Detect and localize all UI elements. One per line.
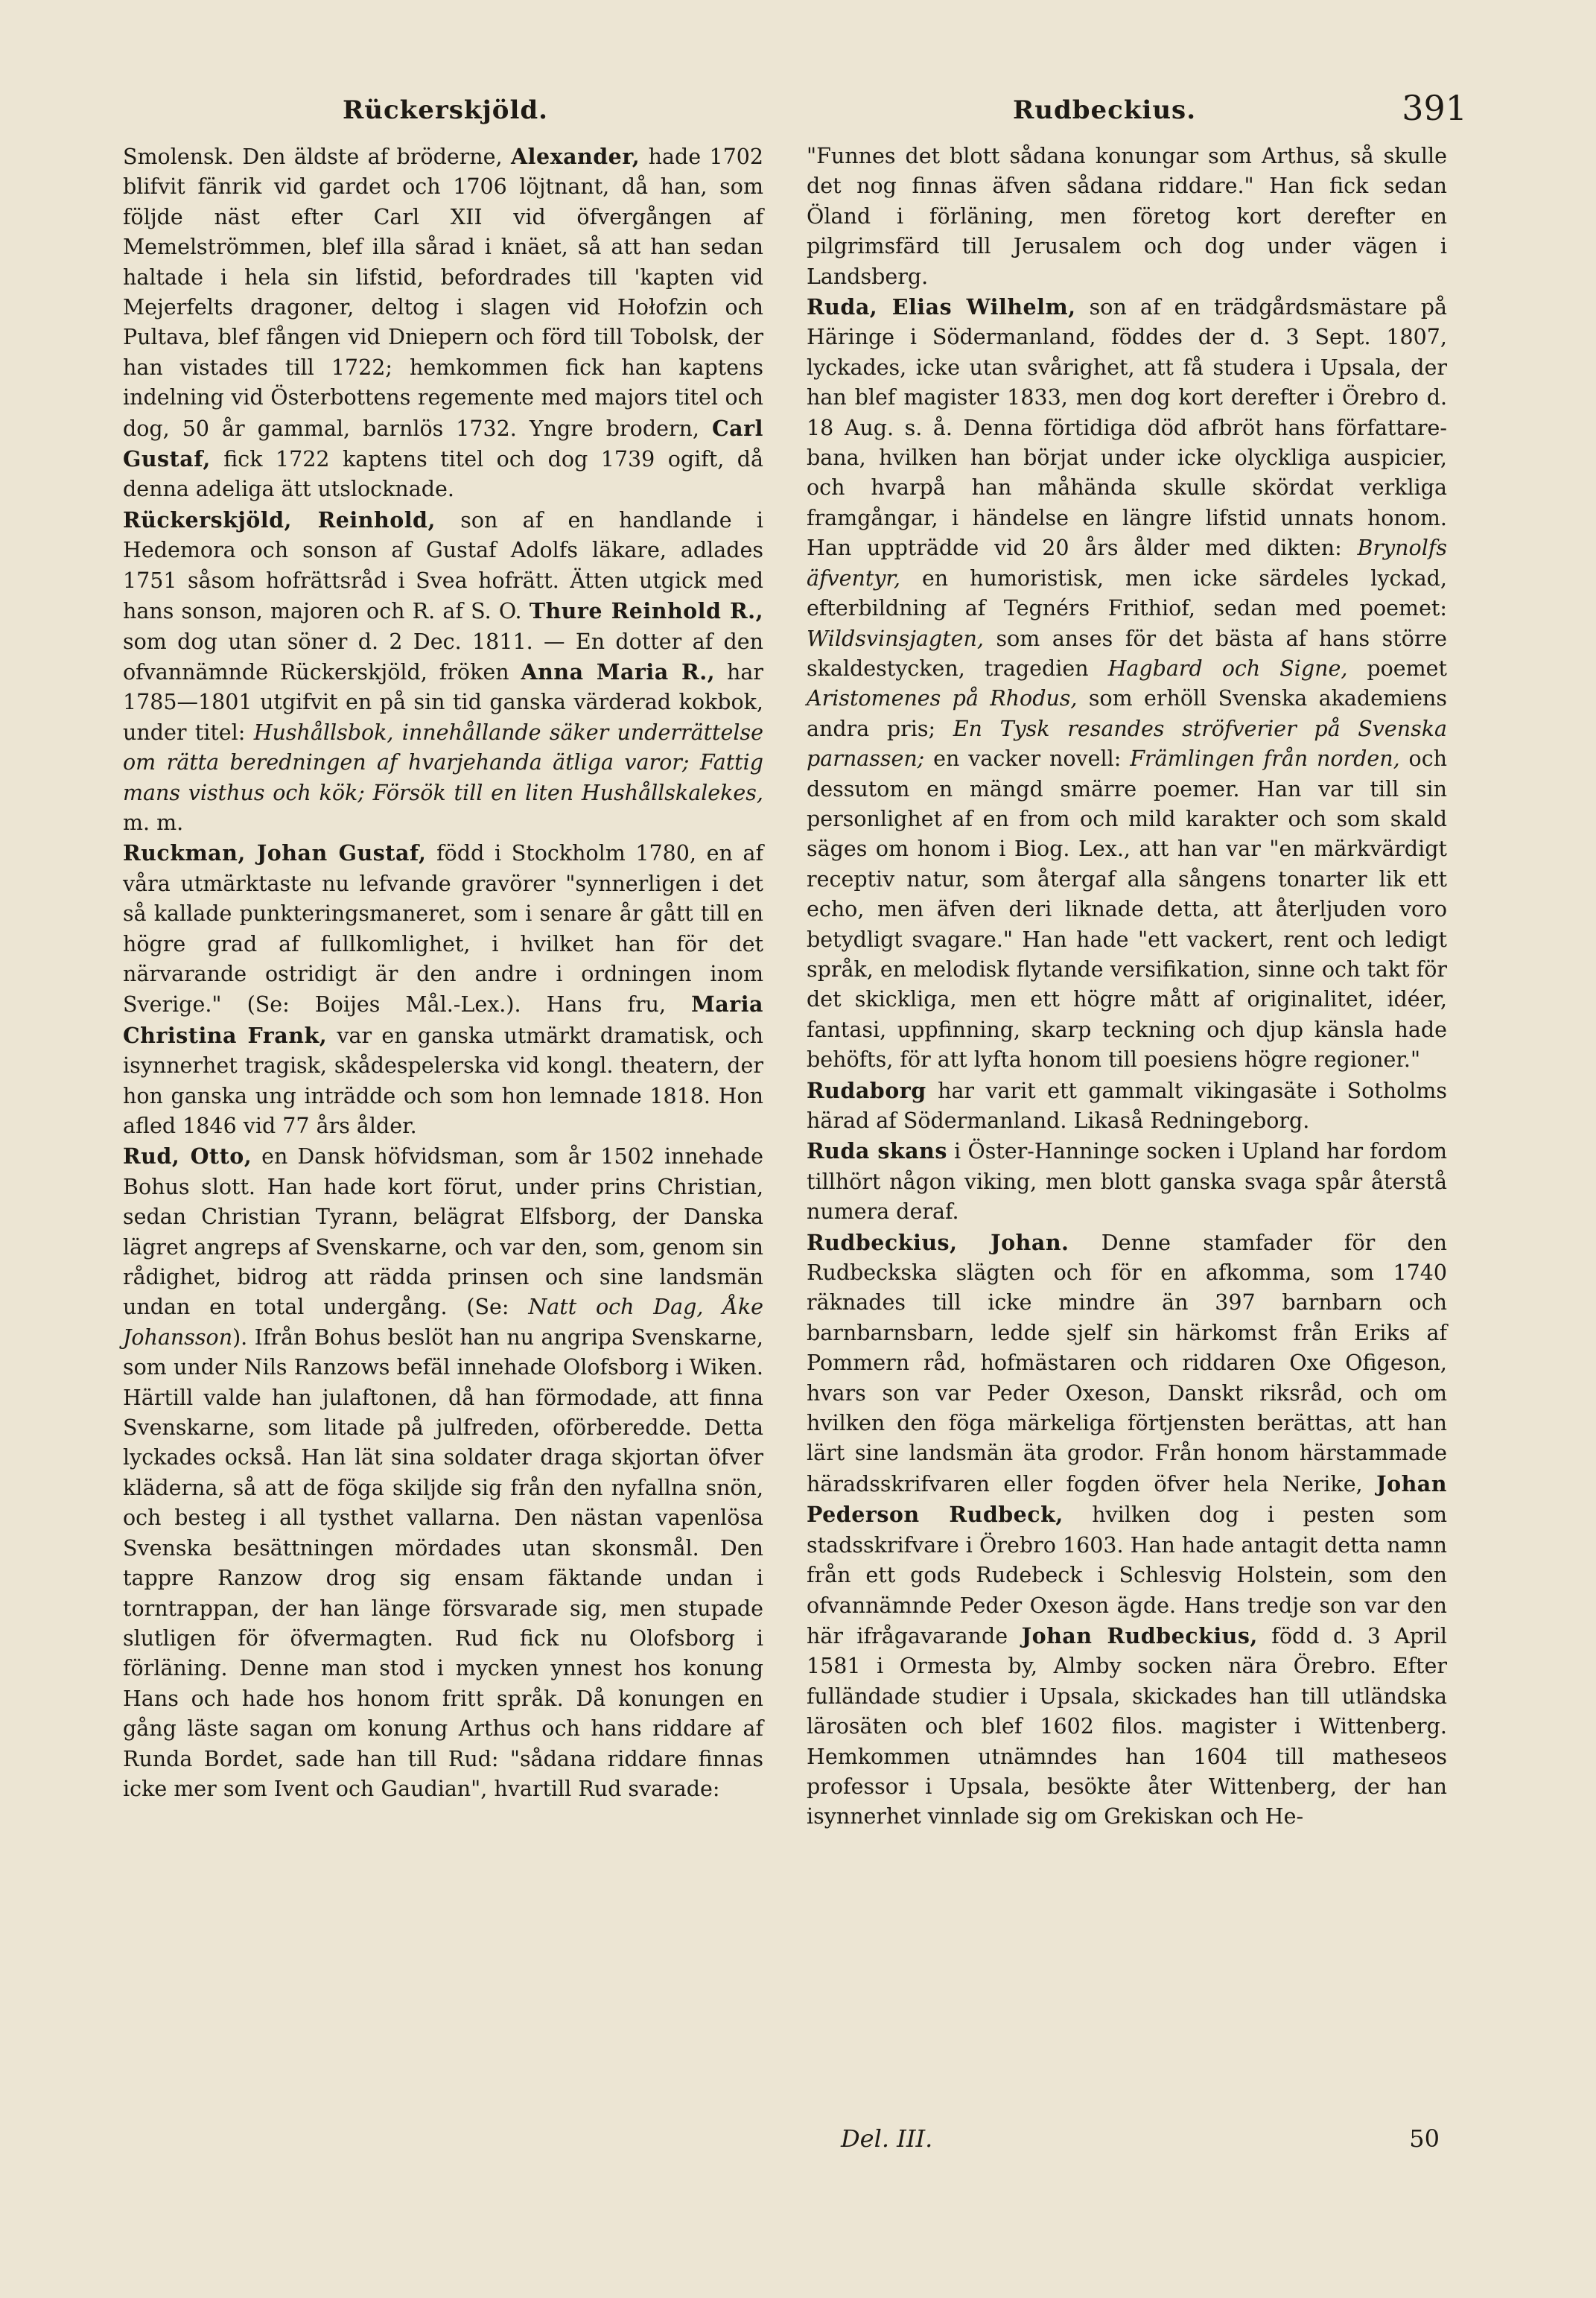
body-text: hvilken dog i pesten som stadsskrifvare i Örebro 1603. Han hade antagit detta namn från ett gods Rudebeck i Schlesvig Holstein, som den ofvannämnde Peder Oxeson ägde. Hans tredje son var den här ifrågavarande — [807, 1502, 1447, 1648]
body-text: fick 1722 kaptens titel och dog 1739 ogift, då denna adeliga ätt utslocknade. — [123, 447, 763, 502]
article-paragraph — [807, 292, 1447, 1076]
article-paragraph — [807, 1136, 1447, 1227]
body-text: som dog utan söner d. 2 Dec. 1811. — En dotter af den ofvannämnde Rückerskjöld, fröken — [123, 629, 763, 685]
entry-headword: Rud, Otto, — [123, 1143, 252, 1169]
body-text: "Funnes det blott sådana konungar som Arthus, så skulle det nog finnas äfven sådana riddare." Han fick sedan Öland i förläning, men företog kort derefter en pilgrimsfärd till Jerusalem och dog under vägen i Landsberg. — [807, 144, 1447, 289]
italic-title: Hagbard och Signe, — [1107, 656, 1348, 681]
italic-title: Främlingen från norden, — [1130, 746, 1400, 772]
body-text: ). Ifrån Bohus beslöt han nu angripa Svenskarne, som under Nils Ranzows befäl innehade Olofsborg i Wiken. Härtill valde han julaftonen, då han förmodade, att finna Svenskarne, som litade på julfreden, oförberedde. Detta lyckades också. Han lät sina soldater draga skjortan öfver kläderna, så att de föga skiljde sig från den nyfallna snön, och besteg i all tysthet vallarna. Den nästan vapenlösa Svenska besättningen mördades utan skonsmål. Den tappre Ranzow drog sig ensam fäktande undan i torntrappan, der han länge försvarade sig, men stupade slutligen för öfvermagten. Rud fick nu Olofsborg i förläning. Denne man stod i mycken ynnest hos konung Hans och hade hos honom fritt språk. Då konungen en gång läste sagan om konung Arthus och hans riddare af Runda Bordet, sade han till Rud: "sådana riddare finnas icke mer som Ivent och Gaudian", hvartill Rud svarade: — [123, 1324, 763, 1801]
entry-headword: Johan Rudbeckius, — [1021, 1622, 1258, 1648]
italic-title: Hushållsbok, innehållande säker underrättelse om rätta beredningen af hvarjehanda ätliga varor; Fattig mans visthus och kök; Försök till en liten Hushållskalekes, — [123, 720, 763, 805]
entry-headword: Maria Christina Frank, — [123, 991, 763, 1048]
body-text: hade 1702 blifvit fänrik vid gardet och 1706 löjtnant, då han, som följde näst efter Carl XII vid öfvergången af Memelströmmen, blef illa sårad i knäet, så att han sedan haltade i hela sin lifstid, befordrades till 'kapten vid Mejerfelts dragoner, deltog i slagen vid Hołofzin och Pultava, blef fången vid Dniepern och förd till Tobolsk, der han vistades till 1722; hemkommen fick han kaptens indelning vid Österbottens regemente med majors titel och dog, 50 år gammal, barnlös 1732. Yngre brodern, — [123, 145, 763, 441]
entry-headword: Rudaborg — [807, 1077, 926, 1103]
body-text: son af en handlande i Hedemora och sonson af Gustaf Adolfs läkare, adlades 1751 såsom hofrättsråd i Svea hofrätt. Ätten utgick med hans sonson, majoren och R. af S. O. — [123, 507, 763, 624]
body-text: född i Stockholm 1780, en af våra utmärktaste nu lefvande gravörer "synnerligen i det så kallade punkteringsmaneret, som i senare år gått till en högre grad af fullkomlighet, i hvilket han för det närvarande ostridigt är den andre i ordningen inom Sverige." (Se: Boijes Mål.-Lex.). Hans fru, — [123, 841, 764, 1018]
italic-title: Brynolfs äfventyr, — [807, 536, 1447, 591]
body-text: har 1785—1801 utgifvit en på sin tid ganska värderad kokbok, under titel: — [123, 659, 764, 745]
body-text: var en ganska utmärkt dramatisk, och isynnerhet tragisk, skådespelerska vid kongl. theatern, der hon ganska ung inträdde och som hon lemnade 1818. Hon afled 1846 vid 77 års ålder. — [123, 1023, 763, 1138]
entry-headword: Ruckman, Johan Gustaf, — [123, 840, 427, 866]
body-text: som anses för det bästa af hans större skaldestycken, tragedien — [807, 626, 1447, 681]
body-text: född d. 3 April 1581 i Ormesta by, Almby socken nära Örebro. Efter fulländade studier i Upsala, skickades han till utländska lärosäten och blef 1602 filos. magister i Wittenberg. Hemkommen utnämndes han 1604 till matheseos professor i Upsala, besökte åter Wittenberg, der han isynnerhet vinnlade sig om Grekiskan och He- — [807, 1623, 1447, 1829]
entry-headword: Rückerskjöld, Reinhold, — [123, 507, 436, 533]
article-paragraph — [123, 142, 763, 505]
signature-mark: 50 — [1409, 2124, 1440, 2153]
article-paragraph — [807, 1228, 1447, 1832]
entry-headword: Johan Pederson Rudbeck, — [807, 1470, 1447, 1528]
entry-headword: Carl Gustaf, — [123, 415, 763, 472]
entry-headword: Ruda skans — [807, 1138, 947, 1164]
entry-headword: Anna Maria R., — [521, 658, 716, 685]
article-paragraph — [807, 142, 1447, 292]
entry-headword: Thure Reinhold R., — [529, 598, 763, 624]
volume-label: Del. III. — [841, 2124, 933, 2153]
entry-headword: Ruda, Elias Wilhelm, — [807, 294, 1076, 320]
body-text: en vacker novell: — [924, 746, 1131, 772]
italic-title: En Tysk resandes ströfverier på Svenska parnassen; — [807, 716, 1447, 772]
right-column — [807, 142, 1447, 1832]
article-paragraph — [123, 505, 763, 838]
article-paragraph — [123, 838, 763, 1141]
body-text: som erhöll Svenska akademiens andra pris; — [807, 686, 1447, 741]
left-column — [123, 142, 763, 1804]
running-header — [119, 88, 1467, 133]
page-footer — [807, 2124, 1447, 2162]
body-text: en Dansk höfvidsman, som år 1502 innehade Bohus slott. Han hade kort förut, under prins Christian, sedan Christian Tyrann, belägrat Elfsborg, der Danska lägret angreps af Svenskarne, och var den, som, genom sin rådighet, bidrog att rädda prinsen och sine landsmän undan en total undergång. (Se: — [123, 1144, 763, 1320]
page-number: 391 — [1402, 88, 1467, 128]
body-text: Smolensk. Den äldste af bröderne, — [123, 145, 511, 169]
body-text: m. m. — [123, 810, 184, 835]
body-text: har varit ett gammalt vikingasäte i Sotholms härad af Södermanland. Likaså Redningeborg. — [807, 1078, 1447, 1133]
body-text: i Öster-Hanninge socken i Upland har fordom tillhört någon viking, men blott ganska svaga spår återstå numera deraf. — [807, 1139, 1448, 1225]
article-paragraph — [123, 1141, 763, 1804]
article-paragraph — [807, 1076, 1447, 1137]
body-text: en humoristisk, men icke särdeles lyckad, efterbildning af Tegnérs Frithiof, sedan med poemet: — [807, 565, 1447, 621]
entry-headword: Alexander, — [511, 144, 640, 169]
body-text: och dessutom en mängd smärre poemer. Han var till sin personlighet af en from och mild karakter och som skald säges om honom i Biog. Lex., att han var "en märkvärdigt receptiv natur, som återgaf alla sångens tonarter lik ett echo, men äfven deri liknade detta, att återljuden voro betydligt svagare." Han hade "ett vackert, rent och ledigt språk, en melodisk flytande versifikation, sinne och takt för det skickliga, men ett högre mått af originalitet, idéer, fantasi, uppfinning, skarp teckning och djup känsla hade behöfts, för att lyfta honom till poesiens högre regioner." — [807, 746, 1448, 1073]
header-right-title: Rudbeckius. — [1013, 95, 1197, 125]
body-text: poemet — [1347, 656, 1447, 681]
italic-title: Wildsvinsjagten, — [807, 626, 984, 651]
header-left-title: Rückerskjöld. — [343, 95, 548, 125]
body-text: Denne stamfader för den Rudbeckska slägten och för en afkomma, som 1740 räknades till icke mindre än 397 barnbarn och barnbarnsbarn, ledde sjelf sin härkomst från Eriks af Pommern råd, hofmästaren och riddaren Oxe Ofigeson, hvars son var Peder Oxeson, Danskt riksråd, och om hvilken den föga märkeliga förtjensten berättas, att han lärt sine landsmän äta grodor. Från honom härstammade häradsskrifvaren eller fogden öfver hela Nerike, — [807, 1230, 1447, 1496]
italic-title: Aristomenes på Rhodus, — [807, 686, 1078, 711]
entry-headword: Rudbeckius, Johan. — [807, 1229, 1069, 1255]
italic-title: Natt och Dag, Åke Johansson — [123, 1295, 763, 1350]
body-text: son af en trädgårdsmästare på Häringe i Södermanland, föddes der d. 3 Sept. 1807, lyckades, icke utan svårighet, att få studera i Upsala, der han blef magister 1833, men dog kort derefter i Örebro d. 18 Aug. s. å. Denna förtidiga död afbröt hans författare-bana, hvilken han börjat under icke olyckliga auspicier, och hvarpå han måhända skulle skördat verkliga framgångar, i händelse en längre lifstid unnats honom. Han uppträdde vid 20 års ålder med dikten: — [807, 295, 1447, 561]
